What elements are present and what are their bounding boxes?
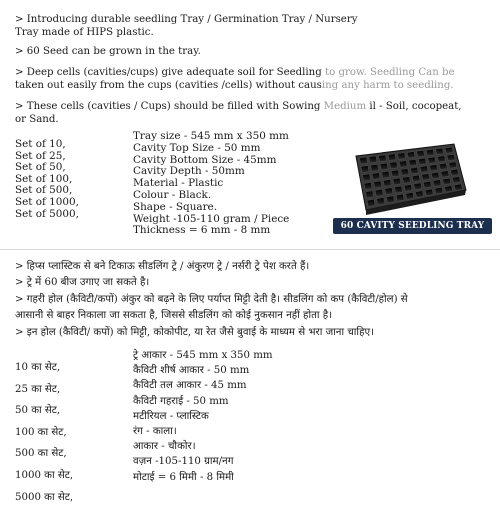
set-item: 5000 का सेट, (15, 491, 74, 503)
tray-cell (431, 172, 439, 179)
hindi-line: आसानी से बाहर निकाला जा सकता है, जिससे सीडलिंग को कोई नुकसान नहीं होता है। (15, 310, 333, 322)
cells-line-1-b: to grow. Seedling Can be (324, 67, 455, 78)
seedling-tray-image (352, 138, 468, 218)
spec-item: Weight -105-110 gram / Piece (133, 212, 290, 225)
fill-line-2: or Sand. (15, 114, 59, 125)
tray-cell (414, 183, 422, 190)
tray-cell (443, 178, 451, 185)
hindi-line: > इन होल (कैविटी/ कपों) को मिट्टी, कोकोपीट, या रेत जैसे बुवाई के माध्यम से भरा जाना चाहिए। (15, 326, 374, 338)
tray-cell (445, 147, 453, 153)
tray-cell (420, 166, 428, 173)
tray-cell (386, 196, 394, 203)
cells-line-2 (15, 80, 485, 93)
tray-cell (380, 163, 388, 170)
spec-item: Material - Plastic (133, 177, 224, 190)
spec-item: मोटाई = 6 मिमी - 8 मिमी (133, 471, 234, 483)
tray-cell (449, 162, 457, 168)
set-item: 500 का सेट, (15, 448, 67, 460)
english-spec-list (133, 131, 289, 237)
set-item: Set of 50, (15, 161, 66, 174)
tray-cell (444, 186, 452, 193)
set-item: 25 का सेट, (15, 383, 61, 395)
cells-line-1-a: > Deep cells (cavities/cups) give adequate soil for Seedling (15, 67, 325, 78)
tray-cell (367, 199, 375, 206)
tray-cell (371, 164, 379, 171)
tray-cell (369, 156, 377, 163)
tray-cell (363, 174, 371, 181)
set-item: Set of 100, (15, 172, 73, 185)
intro-line-2: Tray made of HIPS plastic. (15, 27, 154, 38)
set-item: Set of 1000, (15, 195, 79, 208)
tray-cell (382, 171, 390, 178)
tray-cell (409, 160, 417, 167)
cells-line-2-b: ing any harm to seedling. (321, 80, 454, 91)
section-divider (0, 249, 500, 250)
tray-cell (377, 198, 385, 205)
spec-item: Tray size - 545 mm x 350 mm (133, 130, 289, 142)
hindi-line: > हिप्स प्लास्टिक से बने टिकाऊ सीडलिंग ट्रे / अंकुरण ट्रे / नर्सरी ट्रे पेश करते हैं। (15, 261, 310, 272)
spec-item: Cavity Bottom Size - 45mm (133, 153, 277, 166)
spec-item: आकार - चौकोर। (133, 441, 196, 453)
spec-item: रंग - काला। (133, 426, 177, 438)
tray-cell (385, 188, 393, 195)
spec-item: कैविटी तल आकार - 45 mm (133, 380, 247, 392)
spec-item: मटीरियल - प्लास्टिक (133, 410, 209, 422)
spec-item: कैविटी गहराई - 50 mm (133, 395, 229, 407)
tray-cell (415, 191, 423, 198)
spec-item: वज़न -105-110 ग्राम/नग (133, 456, 234, 468)
tray-cell (412, 175, 420, 182)
tray-cell (437, 156, 445, 162)
hindi-line: > गहरी होल (कैविटी/कपों) अंकुर को बढ़ने के लिए पर्याप्त मिट्टी देती है। सीडलिंग को कप (कैविटी/होल) से (15, 293, 408, 305)
set-item: 10 का सेट, (15, 362, 61, 373)
tray-cell (393, 178, 401, 185)
tray-cell (403, 177, 411, 184)
hindi-paragraphs (15, 259, 408, 341)
tray-cell (439, 163, 447, 169)
tray-cell (361, 166, 369, 173)
tray-cell (422, 174, 430, 181)
tray-cell (391, 170, 399, 177)
hindi-set-list (15, 357, 73, 508)
fill-line-1-c: il - Soil, cocopeat, (366, 101, 462, 112)
set-item: Set of 5000, (15, 207, 79, 220)
tray-cell (398, 153, 406, 160)
tray-cell (447, 155, 455, 161)
fill-line-1-a: > These cells (cavities / Cups) should be filled with Sowing (15, 101, 324, 112)
tray-cell (433, 180, 441, 187)
spec-item: Colour - Black. (133, 188, 212, 201)
tray-cell (372, 173, 380, 180)
tray-cell (423, 181, 431, 188)
tray-cell (401, 169, 409, 176)
set-item: 50 का सेट, (15, 405, 61, 417)
fill-line-1 (15, 101, 485, 114)
tray-cell (425, 189, 433, 196)
tray-cell (404, 185, 412, 192)
tray-cell (399, 161, 407, 168)
english-set-list (15, 139, 79, 220)
set-item: Set of 500, (15, 184, 73, 197)
tray-cell (396, 194, 404, 201)
spec-item: Shape - Square. (133, 200, 217, 213)
set-item: 100 का सेट, (15, 426, 67, 438)
tray-cell (441, 171, 449, 178)
tray-cell (410, 167, 418, 174)
cells-line-2-a: taken out easily from the cups (cavities /cells) without caus (15, 80, 322, 91)
spec-item: Cavity Top Size - 50 mm (133, 141, 261, 154)
tray-cell (418, 158, 426, 165)
spec-item: ट्रे आकार - 545 mm x 350 mm (133, 350, 273, 361)
tray-cell (390, 162, 398, 169)
tray-cell (379, 155, 387, 162)
tray-cell (375, 189, 383, 196)
hindi-spec-list (133, 348, 273, 485)
hindi-line: > ट्रे में 60 बीज उगाए जा सकते है। (15, 277, 150, 289)
tray-cell (388, 154, 396, 161)
seed-count-line: > 60 Seed can be grown in the tray. (15, 46, 201, 57)
spec-item: Cavity Depth - 50mm (133, 165, 245, 178)
tray-cell (406, 192, 414, 199)
tray-cell (436, 148, 444, 154)
tray-cell (454, 184, 462, 191)
tray-cell (426, 149, 434, 155)
set-item: Set of 25, (15, 149, 66, 162)
fill-line-1-b: Medium (323, 101, 367, 112)
tray-cell (366, 191, 374, 198)
tray-cell (407, 152, 415, 159)
spec-item: कैविटी शीर्ष आकार - 50 mm (133, 365, 250, 377)
spec-item: Thickness = 6 mm - 8 mm (133, 224, 271, 237)
tray-cell (364, 182, 372, 189)
tray-cell (451, 169, 459, 175)
tray-cell (374, 181, 382, 188)
set-item: 1000 का सेट, (15, 469, 74, 481)
intro-line-1: > Introducing durable seedling Tray / Germination Tray / Nursery (15, 14, 358, 25)
product-caption: 60 CAVITY SEEDLING TRAY (333, 218, 492, 234)
tray-cell (417, 151, 425, 157)
cells-line-1 (15, 67, 485, 80)
tray-cell (428, 157, 436, 163)
tray-cell (383, 180, 391, 187)
tray-cell (435, 187, 443, 194)
set-item: Set of 10, (15, 138, 66, 150)
tray-cell (430, 165, 438, 172)
tray-cell (360, 157, 368, 164)
tray-cell (452, 177, 460, 184)
tray-cell (395, 186, 403, 193)
